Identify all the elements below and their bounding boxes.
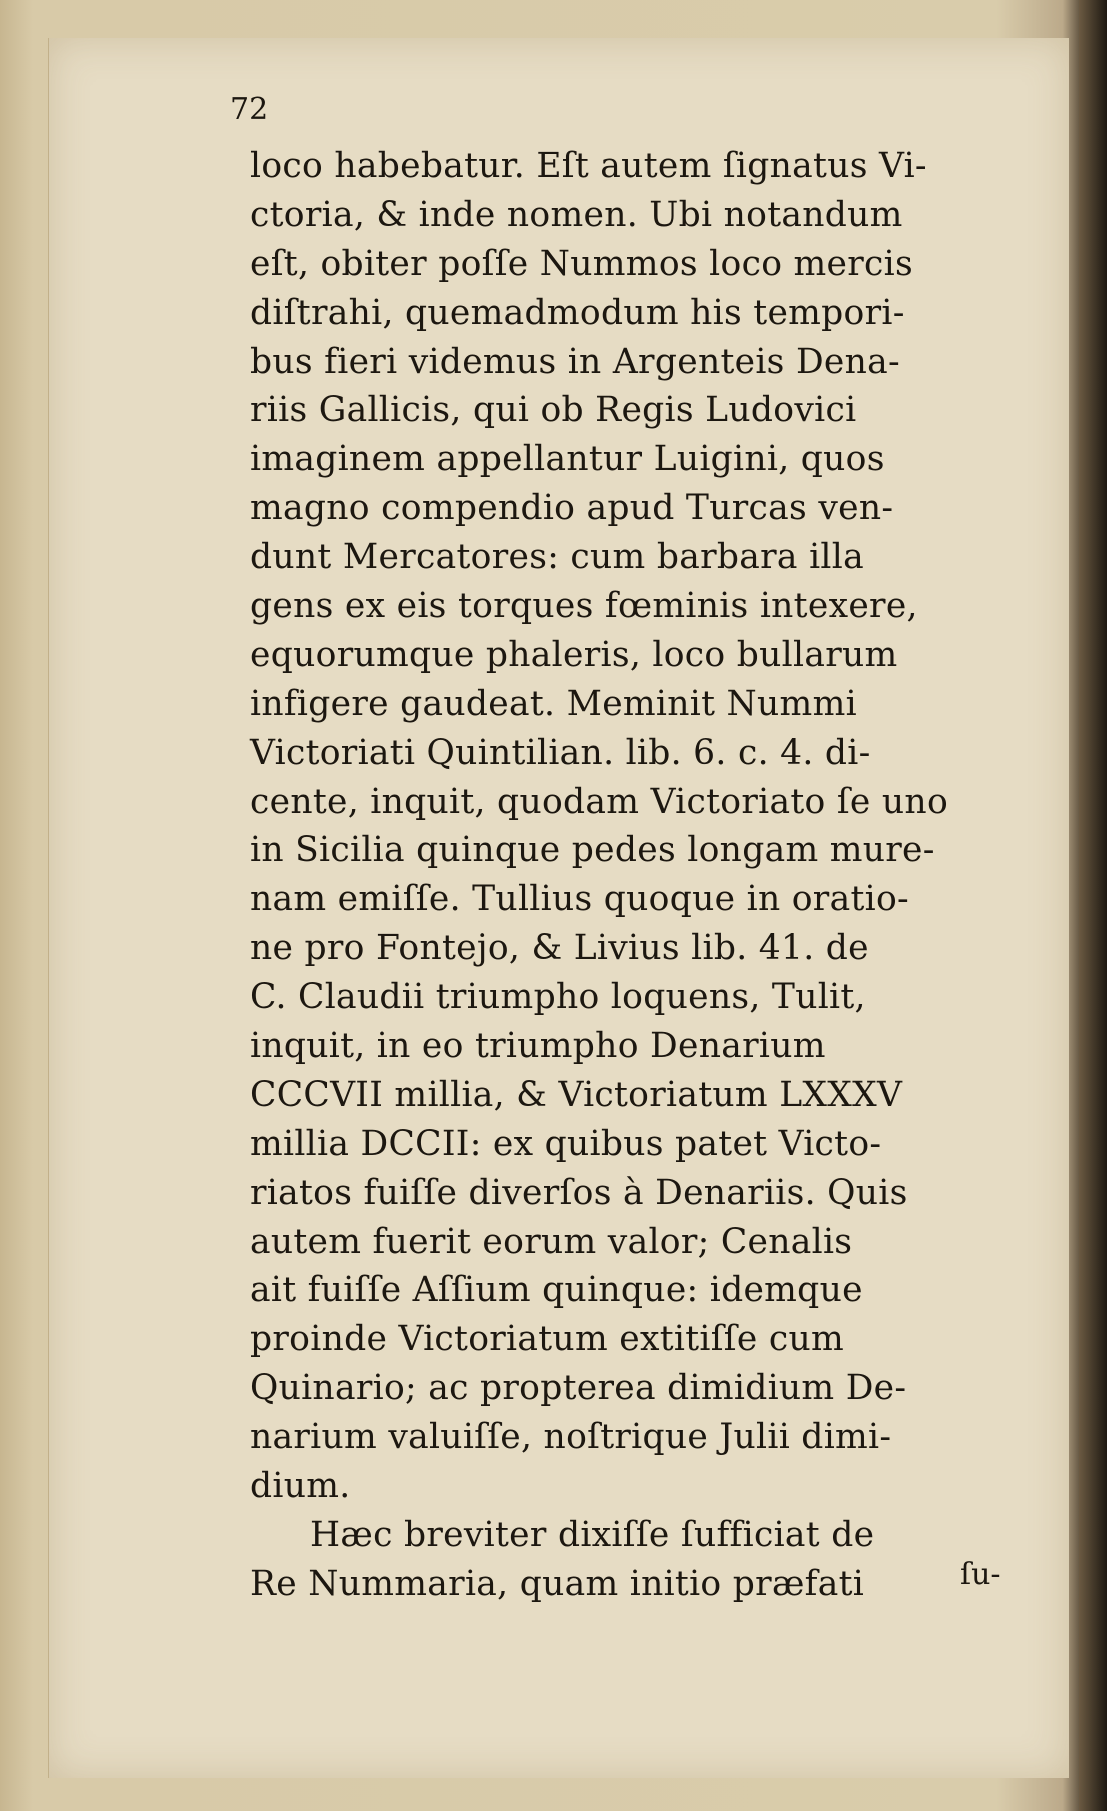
text-line: narium valuiſſe, noſtrique Julii dimi- [250, 1417, 892, 1458]
text-line: magno compendio apud Turcas ven- [250, 488, 894, 529]
text-line: riatos fuiſſe diverſos à Denariis. Quis [250, 1172, 908, 1213]
text-line: ctoria, & inde nomen. Ubi notandum [250, 194, 903, 235]
text-line: cente, inquit, quodam Victoriato ſe uno [250, 781, 949, 822]
text-line: riis Gallicis, qui ob Regis Ludovici [250, 390, 857, 431]
text-line: Re Nummaria, quam initio præfati [250, 1563, 865, 1604]
text-line: autem fuerit eorum valor; Cenalis [250, 1221, 853, 1262]
text-line: Victoriati Quintilian. lib. 6. c. 4. di- [250, 732, 871, 773]
text-line: infigere gaudeat. Meminit Nummi [250, 683, 857, 724]
text-line: CCCVII millia, & Victoriatum LXXXV [250, 1074, 903, 1115]
text-line: nam emiſſe. Tullius quoque in oratio- [250, 879, 909, 920]
text-line: gens ex eis torques fœminis intexere, [250, 586, 918, 627]
text-line: C. Claudii triumpho loquens, Tulit, [250, 977, 866, 1018]
text-line: ne pro Fontejo, & Livius lib. 41. de [250, 928, 869, 969]
catchword: ſu- [960, 1557, 1001, 1592]
text-line: inquit, in eo triumpho Denarium [250, 1026, 826, 1067]
body-text [234, 85, 1060, 1609]
text-line: millia DCCII: ex quibus patet Victo- [250, 1123, 882, 1164]
text-line: bus fieri videmus in Argenteis Dena- [250, 341, 900, 382]
text-line: in Sicilia quinque pedes longam mure- [250, 830, 935, 871]
text-line: Quinario; ac propterea dimidium De- [250, 1368, 907, 1409]
text-line: eſt, obiter poſſe Nummos loco mercis [250, 243, 914, 284]
text-line: equorumque phaleris, loco bullarum [250, 634, 898, 675]
text-line: dium. [250, 1466, 351, 1507]
text-line: dunt Mercatores: cum barbara illa [250, 537, 864, 578]
page-number: 72 [230, 92, 269, 127]
text-line: proinde Victoriatum extitiſſe cum [250, 1319, 844, 1360]
text-line: Hæc breviter dixiſſe ſufficiat de [310, 1514, 875, 1555]
text-line: diſtrahi, quemadmodum his tempori- [250, 292, 905, 333]
text-line: loco habebatur. Eſt autem ſignatus Vi- [250, 146, 927, 186]
book-spine-edge [1079, 0, 1107, 1811]
text-line: imaginem appellantur Luigini, quos [250, 439, 885, 480]
text-line: ait fuiſſe Aſſium quinque: idemque [250, 1270, 863, 1311]
